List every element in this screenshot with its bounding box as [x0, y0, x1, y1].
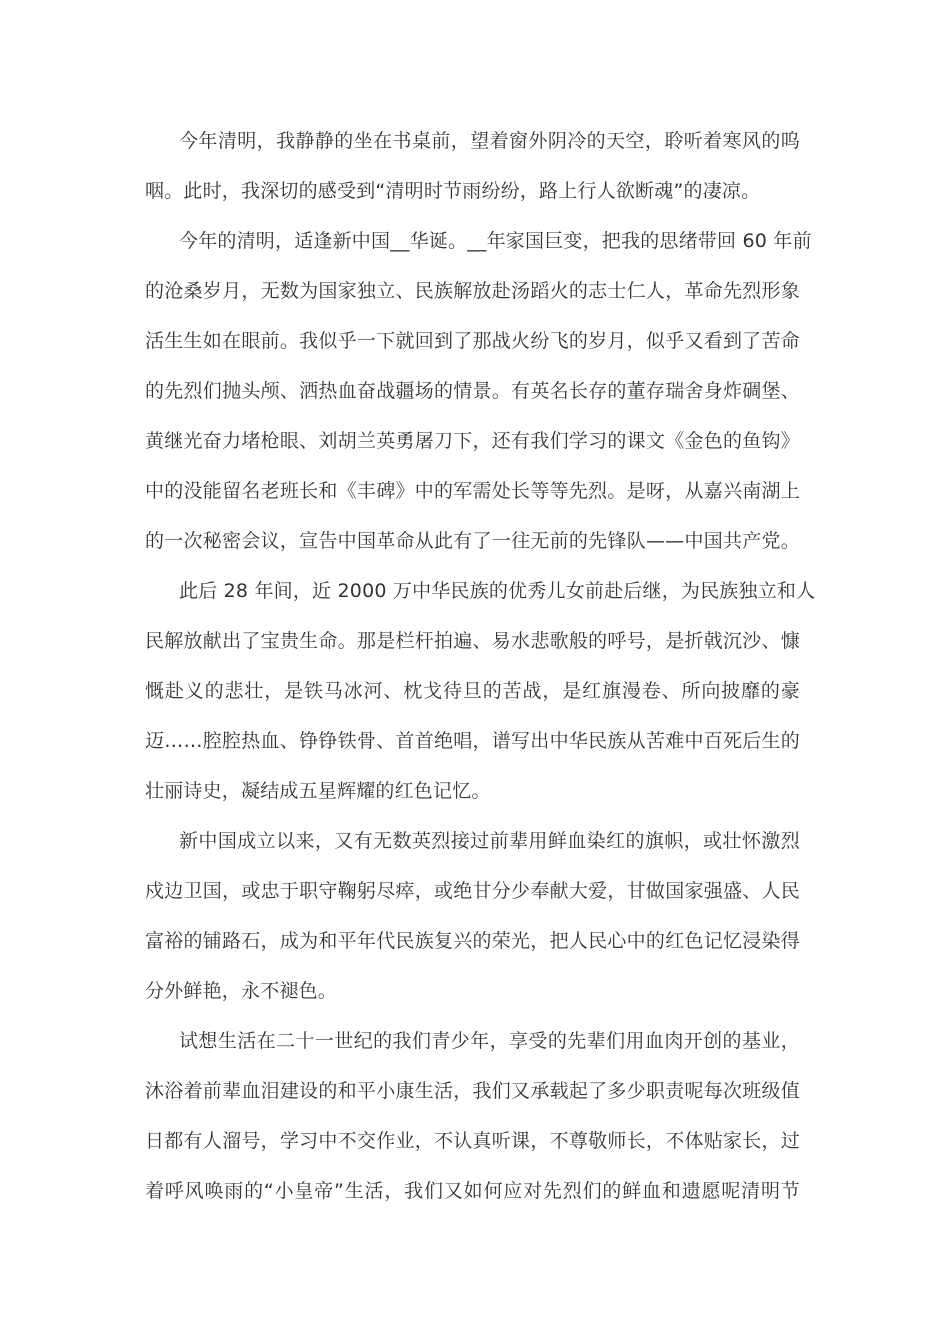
paragraph-2-line-2: 的沧桑岁月，无数为国家独立、民族解放赴汤蹈火的志士仁人，革命先烈形象	[145, 280, 800, 302]
paragraph-5-line-4: 着呼风唤雨的“小皇帝”生活，我们又如何应对先烈们的鲜血和遗愿呢清明节	[145, 1180, 800, 1202]
paragraph-2-line-5: 黄继光奋力堵枪眼、刘胡兰英勇屠刀下，还有我们学习的课文《金色的鱼钩》	[145, 430, 800, 452]
paragraph-3-line-3: 慨赴义的悲壮，是铁马冰河、枕戈待旦的苦战，是红旗漫卷、所向披靡的豪	[145, 680, 800, 702]
paragraph-3-line-2: 民解放献出了宝贵生命。那是栏杆拍遍、易水悲歌般的呼号，是折戟沉沙、慷	[145, 630, 800, 652]
paragraph-1-line-1: 今年清明，我静静的坐在书桌前，望着窗外阴冷的天空，聆听着寒风的呜	[179, 130, 800, 152]
paragraph-5-line-3: 日都有人溜号，学习中不交作业，不认真听课，不尊敬师长，不体贴家长，过	[145, 1130, 800, 1152]
paragraph-5-line-2: 沐浴着前辈血泪建设的和平小康生活，我们又承载起了多少职责呢每次班级值	[145, 1080, 800, 1102]
paragraph-4-line-2: 戍边卫国，或忠于职守鞠躬尽瘁，或绝甘分少奉献大爱，甘做国家强盛、人民	[145, 880, 800, 902]
paragraph-2-line-1: 今年的清明，适逢新中国__华诞。__年家国巨变，把我的思绪带回 60 年前	[179, 230, 812, 252]
paragraph-2-line-6: 中的没能留名老班长和《丰碑》中的军需处长等等先烈。是呀，从嘉兴南湖上	[145, 480, 800, 502]
paragraph-4-line-1: 新中国成立以来，又有无数英烈接过前辈用鲜血染红的旗帜，或壮怀激烈	[179, 830, 800, 852]
paragraph-3-line-4: 迈……腔腔热血、铮铮铁骨、首首绝唱，谱写出中华民族从苦难中百死后生的	[145, 730, 800, 752]
paragraph-3-line-1: 此后 28 年间，近 2000 万中华民族的优秀儿女前赴后继，为民族独立和人	[179, 580, 816, 602]
paragraph-3-line-5: 壮丽诗史，凝结成五星辉耀的红色记忆。	[145, 780, 491, 802]
paragraph-5-line-1: 试想生活在二十一世纪的我们青少年，享受的先辈们用血肉开创的基业，	[179, 1030, 800, 1052]
paragraph-4-line-4: 分外鲜艳，永不褪色。	[145, 980, 338, 1002]
paragraph-4-line-3: 富裕的铺路石，成为和平年代民族复兴的荣光，把人民心中的红色记忆浸染得	[145, 930, 800, 952]
paragraph-1-line-2: 咽。此时，我深切的感受到“清明时节雨纷纷，路上行人欲断魂”的凄凉。	[145, 180, 761, 202]
paragraph-2-line-4: 的先烈们抛头颅、洒热血奋战疆场的情景。有英名长存的董存瑞舍身炸碉堡、	[145, 380, 800, 402]
paragraph-2-line-7: 的一次秘密会议，宣告中国革命从此有了一往无前的先锋队——中国共产党。	[145, 530, 800, 552]
paragraph-2-line-3: 活生生如在眼前。我似乎一下就回到了那战火纷飞的岁月，似乎又看到了苦命	[145, 330, 800, 352]
